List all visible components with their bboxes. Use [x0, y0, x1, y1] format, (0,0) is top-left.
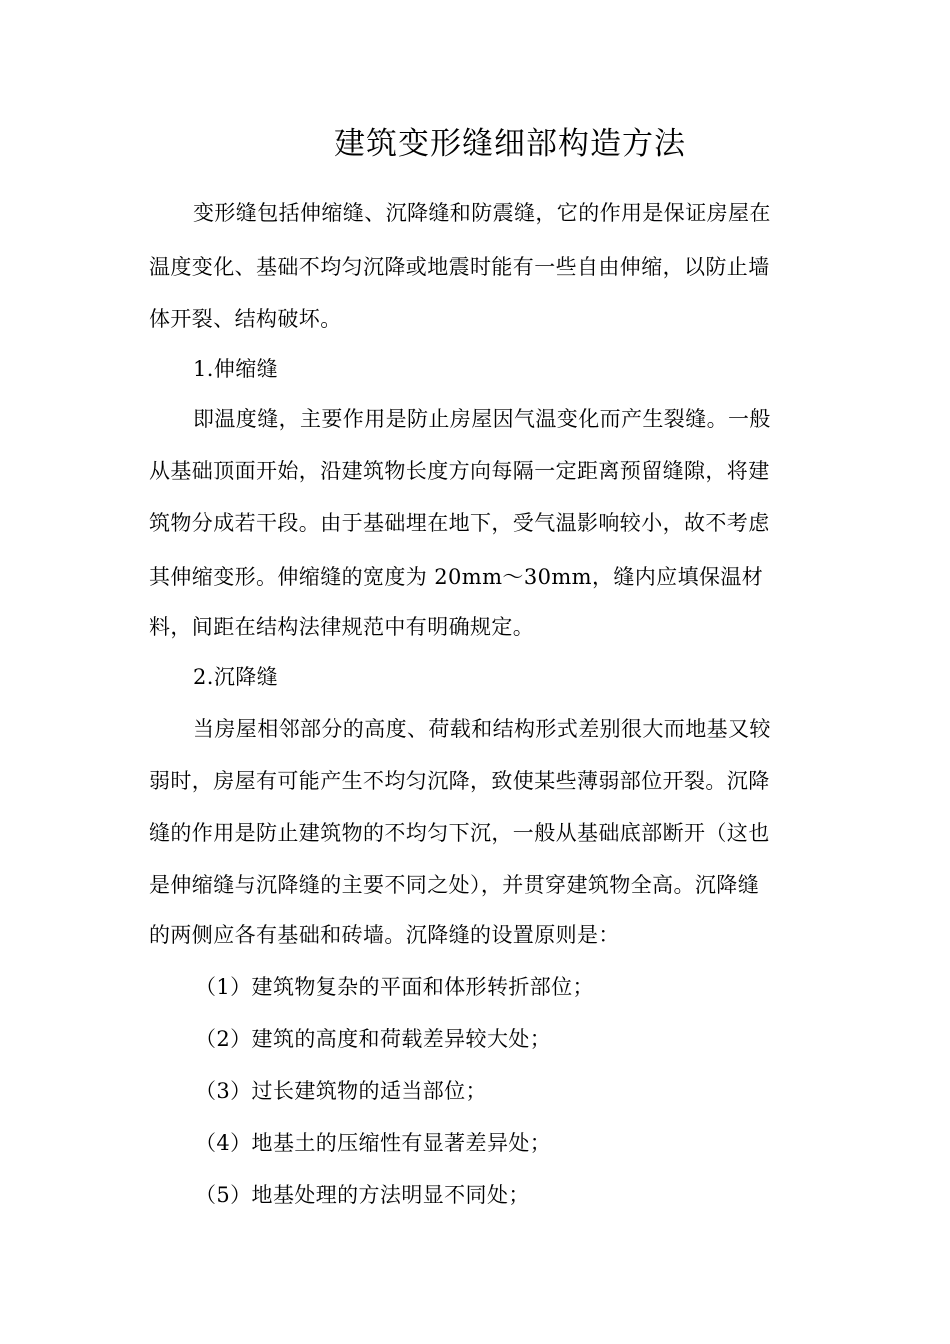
paragraph-line: 体开裂、结构破坏。 — [149, 307, 342, 331]
list-item: （2）建筑的高度和荷载差异较大处； — [195, 1027, 552, 1051]
paragraph-line: 的两侧应各有基础和砖墙。沉降缝的设置原则是： — [149, 923, 620, 947]
paragraph-line: 料，间距在结构法律规范中有明确规定。 — [149, 615, 535, 639]
paragraph-line: 其伸缩变形。伸缩缝的宽度为 20mm～30mm，缝内应填保温材 — [149, 565, 764, 589]
section-heading: 2.沉降缝 — [193, 665, 279, 689]
paragraph-line: 缝的作用是防止建筑物的不均匀下沉，一般从基础底部断开（这也 — [149, 821, 770, 845]
paragraph-line: 当房屋相邻部分的高度、荷载和结构形式差别很大而地基又较 — [193, 717, 771, 741]
section-heading: 1.伸缩缝 — [193, 357, 279, 381]
paragraph-line: 从基础顶面开始，沿建筑物长度方向每隔一定距离预留缝隙，将建 — [149, 459, 770, 483]
list-item: （5）地基处理的方法明显不同处； — [195, 1183, 530, 1207]
list-item: （1）建筑物复杂的平面和体形转折部位； — [195, 975, 594, 999]
paragraph-line: 即温度缝，主要作用是防止房屋因气温变化而产生裂缝。一般 — [193, 407, 771, 431]
list-item: （3）过长建筑物的适当部位； — [195, 1079, 487, 1103]
paragraph-line: 温度变化、基础不均匀沉降或地震时能有一些自由伸缩，以防止墙 — [149, 255, 770, 279]
document-title: 建筑变形缝细部构造方法 — [334, 126, 686, 162]
paragraph-line: 筑物分成若干段。由于基础埋在地下，受气温影响较小，故不考虑 — [149, 511, 770, 535]
list-item: （4）地基土的压缩性有显著差异处； — [195, 1131, 552, 1155]
paragraph-line: 是伸缩缝与沉降缝的主要不同之处），并贯穿建筑物全高。沉降缝 — [149, 873, 760, 897]
paragraph-line: 弱时，房屋有可能产生不均匀沉降，致使某些薄弱部位开裂。沉降 — [149, 769, 770, 793]
paragraph-line: 变形缝包括伸缩缝、沉降缝和防震缝，它的作用是保证房屋在 — [193, 201, 771, 225]
